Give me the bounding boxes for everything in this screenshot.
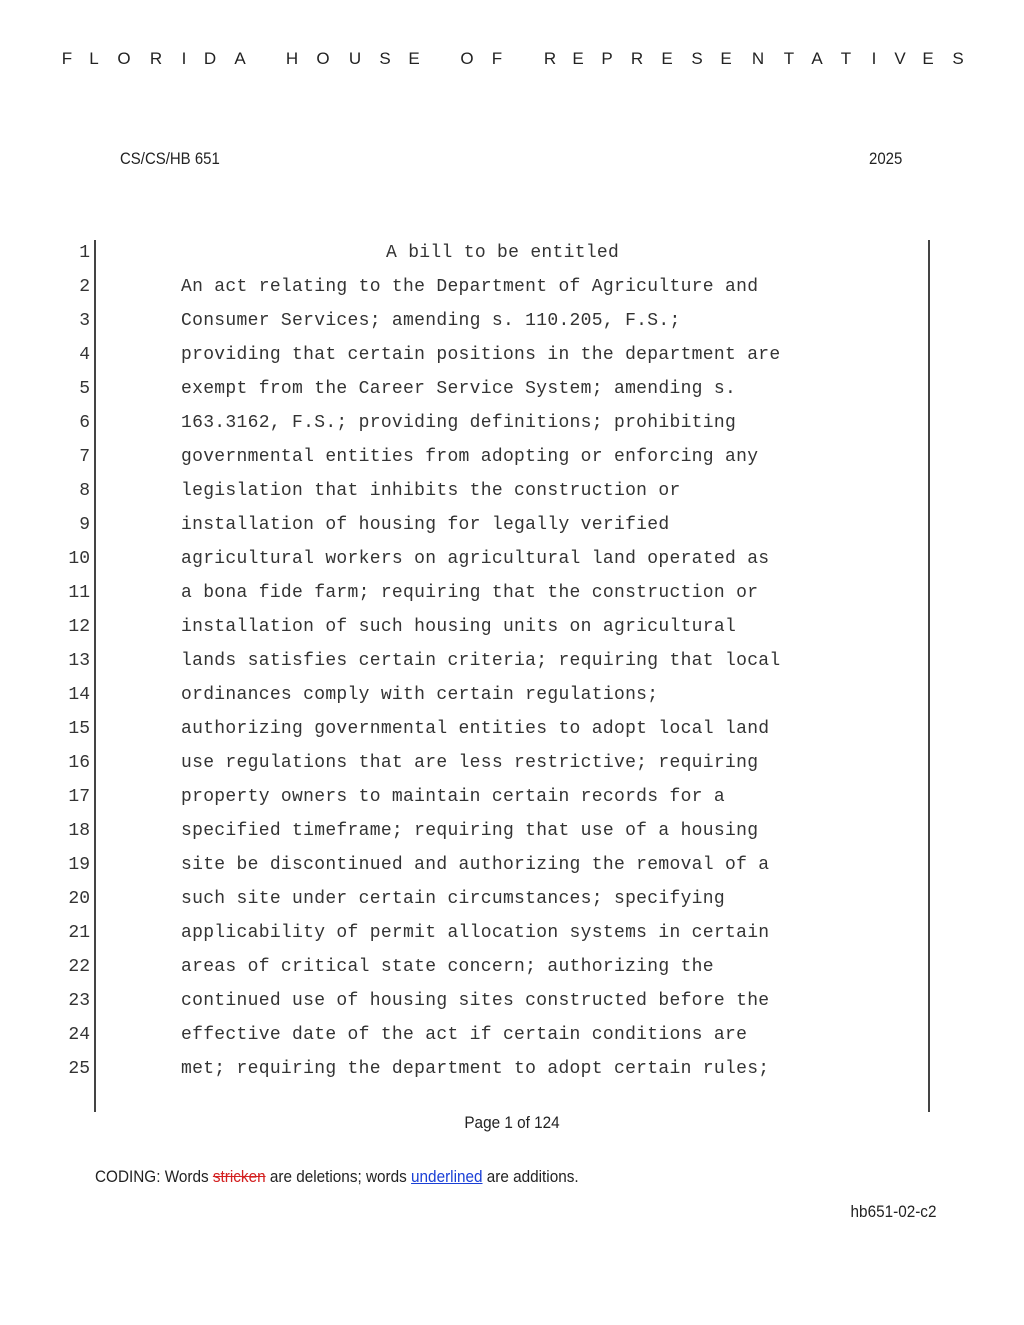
chamber-title-letter: S — [379, 49, 391, 68]
line-text: ordinances comply with certain regulations; — [181, 685, 659, 705]
line-number: 3 — [79, 311, 90, 331]
chamber-title-letter: A — [811, 49, 823, 68]
coding-suffix: are additions. — [482, 1167, 579, 1186]
chamber-title-letter: R — [543, 49, 557, 68]
line-text: such site under certain circumstances; specifying — [181, 889, 725, 909]
chamber-title-letter: A — [234, 49, 246, 68]
document-code: hb651-02-c2 — [850, 1202, 936, 1221]
line-text: An act relating to the Department of Agriculture and — [181, 277, 759, 297]
line-number: 6 — [79, 413, 90, 433]
bill-line — [0, 576, 1024, 610]
line-text: installation of housing for legally verified — [181, 515, 670, 535]
chamber-title-letter: E — [408, 49, 420, 68]
line-text: Consumer Services; amending s. 110.205, F.S.; — [181, 311, 681, 331]
bill-text-lines — [0, 236, 1024, 1086]
line-number: 14 — [68, 685, 90, 705]
line-number: 1 — [79, 243, 90, 263]
bill-line — [0, 882, 1024, 916]
chamber-title-letter: V — [894, 49, 906, 68]
coding-underlined-sample: underlined — [411, 1167, 483, 1186]
chamber-title-letter: T — [840, 49, 852, 68]
line-text: site be discontinued and authorizing the removal of a — [181, 855, 770, 875]
line-number: 2 — [79, 277, 90, 297]
chamber-title-letter: E — [922, 49, 934, 68]
line-number: 20 — [68, 889, 90, 909]
bill-line — [0, 746, 1024, 780]
bill-line — [0, 270, 1024, 304]
bill-line — [0, 712, 1024, 746]
chamber-title-letter: T — [783, 49, 795, 68]
bill-year: 2025 — [869, 149, 903, 168]
line-number: 8 — [79, 481, 90, 501]
chamber-title-letter: E — [661, 49, 673, 68]
bill-line — [0, 236, 1024, 270]
chamber-title-letter: O — [460, 49, 474, 68]
line-text: use regulations that are less restrictive; requiring — [181, 753, 759, 773]
line-text: property owners to maintain certain records for a — [181, 787, 725, 807]
bill-line — [0, 338, 1024, 372]
line-text: specified timeframe; requiring that use of a housing — [181, 821, 759, 841]
bill-line — [0, 508, 1024, 542]
coding-stricken-sample: stricken — [212, 1167, 266, 1186]
page-number: Page 1 of 124 — [464, 1113, 560, 1132]
line-number: 24 — [68, 1025, 90, 1045]
line-text: continued use of housing sites constructed before the — [181, 991, 770, 1011]
line-number: 9 — [79, 515, 90, 535]
chamber-title-letter: S — [691, 49, 703, 68]
line-number: 13 — [68, 651, 90, 671]
bill-line — [0, 644, 1024, 678]
line-text: installation of such housing units on agricultural — [181, 617, 737, 637]
bill-heading: A bill to be entitled — [386, 243, 620, 263]
bill-line — [0, 780, 1024, 814]
chamber-title-letter: I — [181, 49, 187, 68]
bill-line — [0, 950, 1024, 984]
bill-line — [0, 610, 1024, 644]
line-number: 4 — [79, 345, 90, 365]
chamber-title-letter: P — [601, 49, 613, 68]
line-text: providing that certain positions in the department are — [181, 345, 781, 365]
coding-legend — [95, 1167, 579, 1187]
chamber-title-letter: E — [572, 49, 584, 68]
line-number: 10 — [68, 549, 90, 569]
line-text: a bona fide farm; requiring that the construction or — [181, 583, 759, 603]
line-number: 23 — [68, 991, 90, 1011]
chamber-title-letter: F — [61, 49, 73, 68]
line-text: effective date of the act if certain conditions are — [181, 1025, 748, 1045]
line-number: 5 — [79, 379, 90, 399]
line-text: legislation that inhibits the construction or — [181, 481, 681, 501]
line-number: 17 — [68, 787, 90, 807]
line-number: 25 — [68, 1059, 90, 1079]
bill-line — [0, 372, 1024, 406]
line-text: applicability of permit allocation systems in certain — [181, 923, 770, 943]
bill-line — [0, 406, 1024, 440]
bill-id: CS/CS/HB 651 — [120, 149, 220, 168]
line-text: met; requiring the department to adopt certain rules; — [181, 1059, 770, 1079]
chamber-title-letter: L — [89, 49, 99, 68]
chamber-title-letter: E — [720, 49, 732, 68]
line-text: governmental entities from adopting or enforcing any — [181, 447, 759, 467]
line-number: 7 — [79, 447, 90, 467]
coding-middle: are deletions; words — [265, 1167, 412, 1186]
line-text: exempt from the Career Service System; amending s. — [181, 379, 737, 399]
line-text: 163.3162, F.S.; providing definitions; prohibiting — [181, 413, 737, 433]
chamber-title-letter: R — [149, 49, 163, 68]
line-number: 16 — [68, 753, 90, 773]
bill-line — [0, 1052, 1024, 1086]
chamber-title-letter: D — [203, 49, 217, 68]
bill-line — [0, 678, 1024, 712]
chamber-title-letter: O — [117, 49, 131, 68]
chamber-title-letter: F — [491, 49, 503, 68]
coding-prefix: CODING: Words — [95, 1167, 213, 1186]
bill-line — [0, 916, 1024, 950]
line-number: 11 — [68, 583, 90, 603]
bill-line — [0, 848, 1024, 882]
chamber-title — [0, 49, 1024, 73]
chamber-title-letter: H — [285, 49, 299, 68]
bill-line — [0, 474, 1024, 508]
chamber-title-letter: R — [630, 49, 644, 68]
bill-line — [0, 984, 1024, 1018]
bill-line — [0, 440, 1024, 474]
line-text: agricultural workers on agricultural land operated as — [181, 549, 770, 569]
line-number: 18 — [68, 821, 90, 841]
bill-line — [0, 1018, 1024, 1052]
line-number: 21 — [68, 923, 90, 943]
line-number: 12 — [68, 617, 90, 637]
chamber-title-letter: I — [871, 49, 877, 68]
line-number: 15 — [68, 719, 90, 739]
chamber-title-letter: N — [751, 49, 765, 68]
chamber-title-letter: S — [952, 49, 964, 68]
line-text: areas of critical state concern; authorizing the — [181, 957, 714, 977]
line-number: 19 — [68, 855, 90, 875]
chamber-title-letter: U — [348, 49, 362, 68]
line-number: 22 — [68, 957, 90, 977]
bill-line — [0, 304, 1024, 338]
chamber-title-letter: O — [316, 49, 330, 68]
line-text: authorizing governmental entities to adopt local land — [181, 719, 770, 739]
bill-line — [0, 542, 1024, 576]
bill-line — [0, 814, 1024, 848]
line-text: lands satisfies certain criteria; requiring that local — [181, 651, 781, 671]
